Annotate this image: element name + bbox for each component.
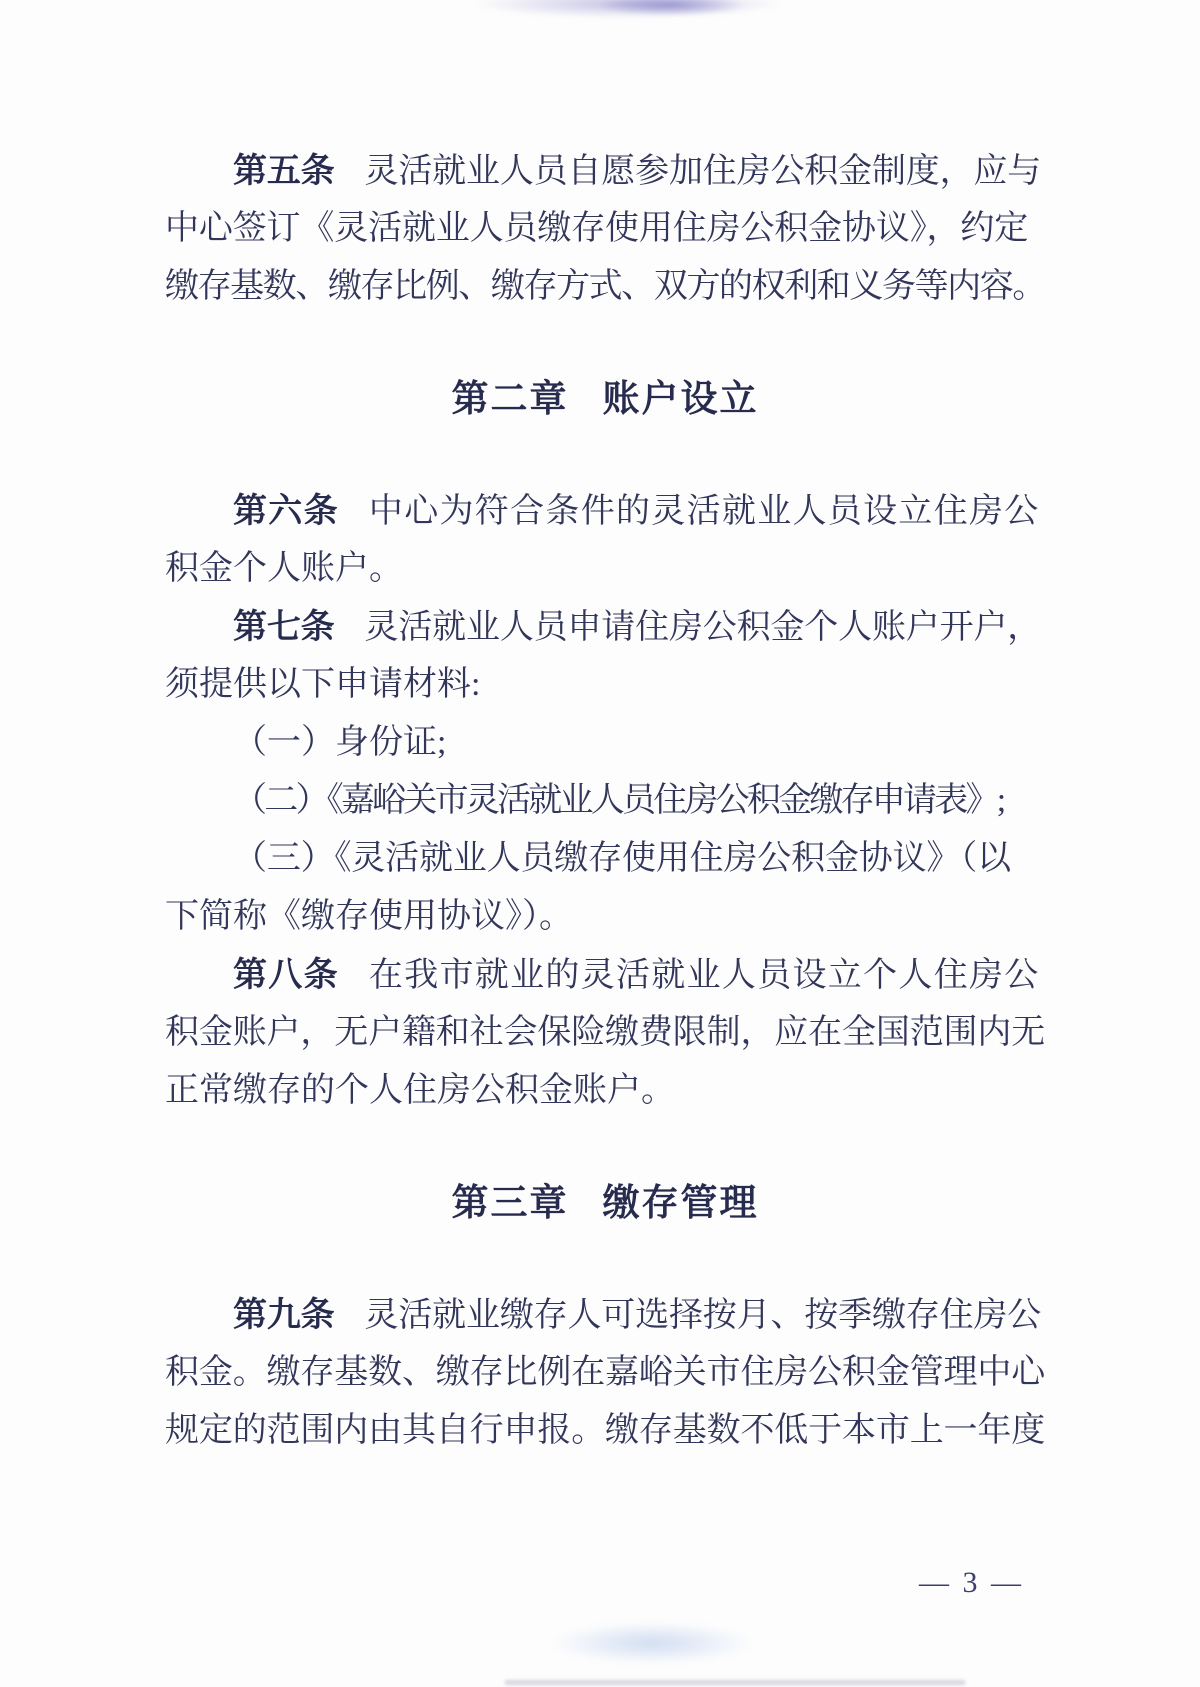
line-text: 积金账户，无户籍和社会保险缴费限制，应在全国范围内无: [165, 1014, 1046, 1051]
text-line: [165, 142, 1045, 200]
text-line: [165, 598, 1045, 656]
line-text: 正常缴存的个人住房公积金账户。: [165, 1072, 675, 1109]
chapter-heading: [165, 1174, 1045, 1232]
chapter-number: 第二章: [451, 378, 569, 419]
text-line: [165, 1344, 1045, 1402]
paragraph: [165, 1286, 1045, 1460]
line-text: 缴存基数、缴存比例、缴存方式、双方的权利和义务等内容。: [165, 268, 1045, 305]
line-text: 须提供以下申请材料:: [165, 666, 481, 703]
text-line: [165, 1286, 1045, 1344]
text-line: [165, 540, 1045, 598]
line-text: 规定的范围内由其自行申报。缴存基数不低于本市上一年度: [165, 1412, 1046, 1449]
chapter-title: 账户设立: [602, 378, 759, 419]
text-line: [165, 1402, 1045, 1460]
article-number: 第九条: [233, 1296, 335, 1334]
text-line: [165, 714, 1045, 772]
text-line: [165, 200, 1045, 258]
text-line: [165, 258, 1045, 316]
text-line: [165, 946, 1045, 1004]
paragraph: [165, 482, 1045, 598]
chapter-number: 第三章: [451, 1182, 569, 1223]
article-number: 第六条: [233, 492, 339, 530]
text-line: [165, 830, 1045, 888]
paragraph: [165, 946, 1045, 1120]
article-number: 第五条: [233, 152, 335, 190]
line-text: 积金个人账户。: [165, 550, 403, 587]
paragraph: [165, 142, 1045, 316]
text-line: [165, 888, 1045, 946]
text-line: [165, 1062, 1045, 1120]
line-text: （三）《灵活就业人员缴存使用住房公积金协议》（以: [233, 840, 1011, 877]
line-text: 灵活就业缴存人可选择按月、按季缴存住房公: [364, 1297, 1042, 1334]
text-line: [165, 656, 1045, 714]
line-text: 灵活就业人员自愿参加住房公积金制度，应与: [364, 153, 1042, 190]
document-body: [165, 142, 1045, 1460]
article-number: 第七条: [233, 608, 335, 646]
line-text: 中心签订《灵活就业人员缴存使用住房公积金协议》，约定: [165, 210, 1029, 247]
page-number: — 3 —: [919, 1566, 1024, 1599]
line-text: （一）身份证;: [233, 724, 447, 761]
chapter-heading: [165, 370, 1045, 428]
paragraph: [165, 830, 1045, 946]
line-text: 积金。缴存基数、缴存比例在嘉峪关市住房公积金管理中心: [165, 1354, 1046, 1391]
paragraph: [165, 772, 1045, 830]
article-number: 第八条: [233, 956, 339, 994]
text-line: [165, 482, 1045, 540]
line-text: 在我市就业的灵活就业人员设立个人住房公: [368, 957, 1040, 994]
scan-artifact-bottom-smudge: [552, 1622, 752, 1664]
text-line: [165, 1004, 1045, 1062]
line-text: （二）《嘉峪关市灵活就业人员住房公积金缴存申请表》;: [233, 782, 1004, 819]
scan-artifact-top-ink-mark: [596, 0, 746, 16]
line-text: 下简称《缴存使用协议》）。: [165, 898, 573, 935]
line-text: 中心为符合条件的灵活就业人员设立住房公: [368, 493, 1040, 530]
line-text: 灵活就业人员申请住房公积金个人账户开户，: [364, 609, 1042, 646]
text-line: [165, 772, 1045, 830]
paragraph: [165, 714, 1045, 772]
paragraph: [165, 598, 1045, 714]
chapter-title: 缴存管理: [602, 1182, 759, 1223]
scan-artifact-bottom-edge-line: [505, 1680, 965, 1685]
